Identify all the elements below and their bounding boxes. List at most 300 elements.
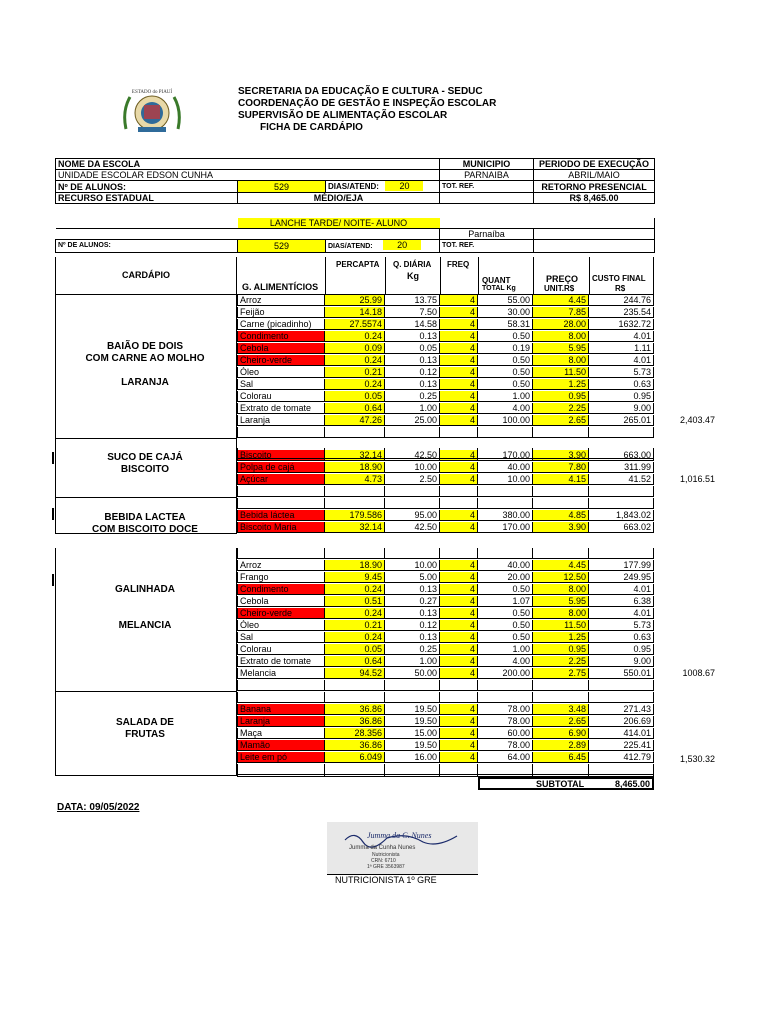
cell-preco: 5.95: [533, 343, 589, 354]
ingredient-row: [237, 307, 654, 319]
blank-cell: [533, 427, 589, 438]
header-line-supervisao: SUPERVISÃO DE ALIMENTAÇÃO ESCOLAR: [238, 110, 448, 121]
dias-value: 20: [385, 181, 423, 191]
cell-percapta: 0.64: [325, 403, 385, 414]
cell-preco: 2.65: [533, 415, 589, 426]
cell-name: Melancia: [237, 668, 325, 679]
blank-cell: [440, 498, 478, 509]
cell-custo: 265.01: [589, 415, 654, 426]
ingredient-row: [237, 620, 654, 632]
blank-cell: [325, 692, 385, 703]
cell-quant: 100.00: [478, 415, 533, 426]
cell-freq: 4: [440, 572, 478, 583]
blank-cell: [385, 427, 440, 438]
cell-percapta: 0.09: [325, 343, 385, 354]
cell-name: Banana: [237, 704, 325, 715]
section-total: 1,530.32: [679, 754, 715, 764]
cell-preco: 3.90: [533, 522, 589, 533]
cell-freq: 4: [440, 474, 478, 485]
col-unit: UNIT.R$: [544, 284, 575, 293]
cell-freq: 4: [440, 319, 478, 330]
cell-freq: 4: [440, 752, 478, 763]
cell-percapta: 36.86: [325, 704, 385, 715]
dias-value-2: 20: [383, 240, 421, 250]
cell-quant: 30.00: [478, 307, 533, 318]
blank-cell: [440, 548, 478, 559]
cell-quant: 64.00: [478, 752, 533, 763]
cell-freq: 4: [440, 415, 478, 426]
ingredient-row: [237, 319, 654, 331]
cell-preco: 0.95: [533, 391, 589, 402]
cell-name: Cheiro-verde: [237, 355, 325, 366]
cell-diaria: 10.00: [385, 560, 440, 571]
section-marker: [52, 452, 54, 464]
signature-stamp: [327, 822, 478, 874]
section-title-line: BEBIDA LACTEA: [104, 512, 186, 523]
cell-name: Biscoito Maria: [237, 522, 325, 533]
subtotal-label: SUBTOTAL: [536, 779, 585, 789]
cell-freq: 4: [440, 608, 478, 619]
retorno-value: RETORNO PRESENCIAL: [534, 181, 655, 193]
cell-quant: 40.00: [478, 462, 533, 473]
cell-percapta: 32.14: [325, 450, 385, 461]
blank-cell: [385, 498, 440, 509]
cell-percapta: 0.24: [325, 608, 385, 619]
blank-cell: [325, 427, 385, 438]
cell-name: Cebola: [237, 596, 325, 607]
cell-freq: 4: [440, 584, 478, 595]
cell-diaria: 0.13: [385, 584, 440, 595]
blank-cell: [237, 692, 325, 703]
cell-name: Arroz: [237, 560, 325, 571]
blank-cell: [478, 766, 533, 777]
blank-cell: [440, 427, 478, 438]
cell-custo: 414.01: [589, 728, 654, 739]
blank-cell: [589, 427, 654, 438]
cell-preco: 5.95: [533, 596, 589, 607]
cell-quant: 380.00: [478, 510, 533, 521]
cell-name: Carne (picadinho): [237, 319, 325, 330]
cell-percapta: 0.05: [325, 644, 385, 655]
ingredient-row: [237, 403, 654, 415]
blank-row: [237, 680, 654, 692]
cell-preco: 11.50: [533, 620, 589, 631]
blank-cell: [237, 680, 325, 691]
cell-freq: 4: [440, 632, 478, 643]
blank-cell: [440, 766, 478, 777]
cell-preco: 11.50: [533, 367, 589, 378]
dias-label-2: DIAS/ATEND:: [328, 243, 373, 250]
cell-freq: 4: [440, 668, 478, 679]
cell-custo: 412.79: [589, 752, 654, 763]
ingredient-row: [237, 644, 654, 656]
col-percapta: PERCAPTA: [336, 260, 380, 269]
cell-preco: 6.45: [533, 752, 589, 763]
blank-cell: [589, 766, 654, 777]
blank-cell: [478, 498, 533, 509]
ingredient-row: [237, 331, 654, 343]
cell-percapta: 0.21: [325, 367, 385, 378]
blank-cell: [533, 486, 589, 497]
blank-cell: [533, 448, 589, 459]
signature-image: [327, 822, 478, 874]
cell-diaria: 0.13: [385, 608, 440, 619]
cell-diaria: 0.13: [385, 379, 440, 390]
cell-percapta: 94.52: [325, 668, 385, 679]
section-total: 1008.67: [682, 668, 715, 678]
cell-freq: 4: [440, 728, 478, 739]
cell-custo: 0.95: [589, 644, 654, 655]
n-alunos-value-2: 529: [238, 240, 326, 253]
ingredient-row: [237, 656, 654, 668]
cell-freq: 4: [440, 704, 478, 715]
cell-diaria: 0.13: [385, 355, 440, 366]
section-title-line: BISCOITO: [120, 464, 170, 475]
ingredient-row: [237, 367, 654, 379]
cell-custo: 5.73: [589, 367, 654, 378]
n-alunos-label-2: Nº DE ALUNOS:: [56, 240, 238, 253]
cell-freq: 4: [440, 403, 478, 414]
cell-diaria: 15.00: [385, 728, 440, 739]
ingredient-row: [237, 379, 654, 391]
periodo-label: PERIODO DE EXECUÇÃO: [534, 159, 655, 170]
cell-percapta: 9.45: [325, 572, 385, 583]
cell-custo: 206.69: [589, 716, 654, 727]
cell-freq: 4: [440, 379, 478, 390]
cell-preco: 2.25: [533, 403, 589, 414]
cell-diaria: 1.00: [385, 403, 440, 414]
blank-cell: [440, 486, 478, 497]
municipio-value: PARNAIBA: [440, 170, 534, 181]
separator-row: [237, 548, 654, 560]
cell-name: Extrato de tomate: [237, 656, 325, 667]
cell-percapta: 0.24: [325, 355, 385, 366]
cell-freq: 4: [440, 355, 478, 366]
cell-quant: 0.50: [478, 608, 533, 619]
cell-freq: 4: [440, 450, 478, 461]
cell-name: Polpa de cajá: [237, 462, 325, 473]
cell-name: Cebola: [237, 343, 325, 354]
cell-custo: 311.99: [589, 462, 654, 473]
cell-freq: 4: [440, 522, 478, 533]
section-title-line: MELANCIA: [118, 620, 172, 631]
blank-cell: [325, 448, 385, 459]
cell-quant: 0.50: [478, 355, 533, 366]
blank-cell: [533, 680, 589, 691]
cell-freq: 4: [440, 644, 478, 655]
blank-cell: [325, 486, 385, 497]
separator-row: [237, 498, 654, 510]
cell-quant: 0.50: [478, 367, 533, 378]
blank-cell: [325, 766, 385, 777]
cell-custo: 663.02: [589, 522, 654, 533]
cell-quant: 78.00: [478, 740, 533, 751]
cell-preco: 6.90: [533, 728, 589, 739]
ingredient-row: [237, 608, 654, 620]
cell-quant: 10.00: [478, 474, 533, 485]
col-custo: CUSTO FINAL: [592, 274, 646, 283]
cell-preco: 4.85: [533, 510, 589, 521]
blank-cell: [237, 427, 325, 438]
blank-cell: [440, 448, 478, 459]
blank-cell: [237, 548, 325, 559]
cell-percapta: 0.05: [325, 391, 385, 402]
cell-percapta: 18.90: [325, 560, 385, 571]
cell-custo: 271.43: [589, 704, 654, 715]
cell-quant: 170.00: [478, 522, 533, 533]
cell-diaria: 19.50: [385, 740, 440, 751]
cell-percapta: 179.586: [325, 510, 385, 521]
cell-freq: 4: [440, 656, 478, 667]
ingredient-row: [237, 632, 654, 644]
blank-cell: [478, 680, 533, 691]
cell-name: Laranja: [237, 716, 325, 727]
tot-ref-label: TOT. REF.: [440, 181, 534, 193]
col-rs: R$: [615, 284, 626, 293]
spacer-cell: [440, 218, 534, 229]
cell-quant: 78.00: [478, 704, 533, 715]
cell-custo: 550.01: [589, 668, 654, 679]
spacer-cell: [534, 229, 655, 240]
cell-percapta: 36.86: [325, 740, 385, 751]
section-title-line: LARANJA: [121, 377, 169, 388]
blank-cell: [440, 680, 478, 691]
cell-percapta: 18.90: [325, 462, 385, 473]
modalidade-value: MÉDIO/EJA: [238, 193, 440, 204]
cell-custo: 249.95: [589, 572, 654, 583]
blank-cell: [589, 548, 654, 559]
info-table: [55, 158, 655, 204]
cell-quant: 20.00: [478, 572, 533, 583]
periodo-value: ABRIL/MAIO: [534, 170, 655, 181]
blank-cell: [325, 680, 385, 691]
blank-row: [237, 486, 654, 498]
ingredient-row: [237, 355, 654, 367]
cell-freq: 4: [440, 716, 478, 727]
section-marker: [52, 574, 54, 586]
cell-name: Açúcar: [237, 474, 325, 485]
cell-name: Leite em pó: [237, 752, 325, 763]
cell-freq: 4: [440, 560, 478, 571]
cell-custo: 4.01: [589, 355, 654, 366]
blank-cell: [478, 427, 533, 438]
col-quant: QUANT: [482, 276, 511, 285]
ingredient-row: [237, 728, 654, 740]
svg-text:1ª GRE 3563987: 1ª GRE 3563987: [367, 864, 405, 870]
cell-diaria: 0.13: [385, 632, 440, 643]
cell-preco: 8.00: [533, 608, 589, 619]
cell-diaria: 0.05: [385, 343, 440, 354]
cell-name: Feijão: [237, 307, 325, 318]
cell-custo: 663.00: [589, 450, 654, 461]
cell-preco: 1.25: [533, 379, 589, 390]
cell-percapta: 47.26: [325, 415, 385, 426]
cell-percapta: 0.24: [325, 379, 385, 390]
cell-custo: 4.01: [589, 608, 654, 619]
blank-cell: [589, 448, 654, 459]
col-cardapio: CARDÁPIO: [121, 270, 170, 280]
section-title-line: COM BISCOITO DOCE: [92, 524, 198, 535]
cell-diaria: 25.00: [385, 415, 440, 426]
cell-custo: 41.52: [589, 474, 654, 485]
cell-percapta: 27.5574: [325, 319, 385, 330]
lanche-block: [55, 218, 655, 253]
cell-name: Extrato de tomate: [237, 403, 325, 414]
cell-preco: 4.45: [533, 560, 589, 571]
municipio-label: MUNICIPIO: [440, 159, 534, 170]
cell-preco: 12.50: [533, 572, 589, 583]
svg-text:Nutricionista: Nutricionista: [372, 852, 400, 858]
cell-freq: 4: [440, 295, 478, 306]
cell-quant: 1.07: [478, 596, 533, 607]
section-total: 2,403.47: [679, 415, 715, 425]
blank-cell: [440, 692, 478, 703]
cell-custo: 0.63: [589, 379, 654, 390]
cell-quant: 1.00: [478, 644, 533, 655]
cell-diaria: 13.75: [385, 295, 440, 306]
section-title-line: SUCO DE CAJÁ: [107, 452, 183, 463]
cell-name: Maça: [237, 728, 325, 739]
cell-custo: 5.73: [589, 620, 654, 631]
lanche-title: LANCHE TARDE/ NOITE- ALUNO: [238, 218, 440, 229]
header-line-ficha: FICHA DE CARDÁPIO: [260, 122, 363, 133]
section-title-line: FRUTAS: [125, 729, 165, 740]
cell-freq: 4: [440, 331, 478, 342]
svg-text:Jumma da Cunha Nunes: Jumma da Cunha Nunes: [349, 845, 416, 851]
cell-diaria: 1.00: [385, 656, 440, 667]
blank-cell: [385, 486, 440, 497]
cell-custo: 1.11: [589, 343, 654, 354]
col-kg: Kg: [407, 271, 419, 281]
svg-text:CRN: 6710: CRN: 6710: [371, 858, 396, 864]
cell-percapta: 0.24: [325, 331, 385, 342]
cell-quant: 0.50: [478, 620, 533, 631]
cell-diaria: 0.25: [385, 644, 440, 655]
section-title-line: SALADA DE: [116, 717, 174, 728]
ingredient-row: [237, 474, 654, 486]
cell-freq: 4: [440, 343, 478, 354]
cell-custo: 235.54: [589, 307, 654, 318]
n-alunos-value: 529: [238, 181, 326, 193]
cell-preco: 3.90: [533, 450, 589, 461]
cell-preco: 2.75: [533, 668, 589, 679]
cell-diaria: 19.50: [385, 704, 440, 715]
cell-freq: 4: [440, 596, 478, 607]
cell-custo: 4.01: [589, 331, 654, 342]
spacer-cell: [56, 229, 238, 240]
ingredient-row: [237, 716, 654, 728]
ingredient-row: [237, 391, 654, 403]
cell-quant: 0.50: [478, 632, 533, 643]
cell-quant: 0.19: [478, 343, 533, 354]
cell-percapta: 4.73: [325, 474, 385, 485]
cell-custo: 4.01: [589, 584, 654, 595]
cell-name: Laranja: [237, 415, 325, 426]
cell-percapta: 32.14: [325, 522, 385, 533]
cell-preco: 2.89: [533, 740, 589, 751]
cell-quant: 0.50: [478, 331, 533, 342]
cell-percapta: 0.51: [325, 596, 385, 607]
piaui-coat-of-arms-logo: [118, 85, 186, 137]
cell-quant: 4.00: [478, 656, 533, 667]
cell-custo: 1,843.02: [589, 510, 654, 521]
subtotal-value: 8,465.00: [614, 779, 650, 789]
cell-preco: 28.00: [533, 319, 589, 330]
cell-percapta: 25.99: [325, 295, 385, 306]
cell-preco: 4.15: [533, 474, 589, 485]
cell-freq: 4: [440, 510, 478, 521]
blank-cell: [325, 498, 385, 509]
cell-custo: 244.76: [589, 295, 654, 306]
cell-percapta: 0.24: [325, 632, 385, 643]
cell-preco: 2.25: [533, 656, 589, 667]
cell-name: Condimento: [237, 331, 325, 342]
tot-ref-label-2: TOT. REF.: [440, 240, 534, 253]
cell-percapta: 6.049: [325, 752, 385, 763]
cell-percapta: 0.24: [325, 584, 385, 595]
recurso-label: RECURSO ESTADUAL: [56, 193, 238, 204]
cell-name: Óleo: [237, 620, 325, 631]
cell-quant: 200.00: [478, 668, 533, 679]
document-date: DATA: 09/05/2022: [57, 802, 140, 813]
spacer-cell: [534, 218, 655, 229]
ingredient-row: [237, 752, 654, 764]
cell-name: Óleo: [237, 367, 325, 378]
cell-preco: 8.00: [533, 584, 589, 595]
cell-preco: 7.85: [533, 307, 589, 318]
cell-diaria: 16.00: [385, 752, 440, 763]
cell-preco: 8.00: [533, 331, 589, 342]
cell-preco: 2.65: [533, 716, 589, 727]
cell-diaria: 42.50: [385, 522, 440, 533]
header-line-coordenacao: COORDENAÇÃO DE GESTÃO E INSPEÇÃO ESCOLAR: [238, 98, 497, 109]
col-g-alimenticios: G. ALIMENTÍCIOS: [242, 282, 319, 292]
blank-cell: [385, 448, 440, 459]
cell-preco: 4.45: [533, 295, 589, 306]
nome-escola-label: NOME DA ESCOLA: [56, 159, 440, 170]
ingredient-row: [237, 295, 654, 307]
separator-row: [237, 692, 654, 704]
n-alunos-label: Nº DE ALUNOS:: [56, 181, 238, 193]
cell-quant: 1.00: [478, 391, 533, 402]
cell-diaria: 0.13: [385, 331, 440, 342]
cell-percapta: 36.86: [325, 716, 385, 727]
blank-cell: [325, 548, 385, 559]
cell-diaria: 50.00: [385, 668, 440, 679]
ingredient-row: [237, 584, 654, 596]
col-q-diaria: Q. DIÁRIA: [393, 260, 432, 269]
svg-text:Jumma da C. Nunes: Jumma da C. Nunes: [367, 831, 432, 840]
cell-preco: 7.80: [533, 462, 589, 473]
cell-custo: 177.99: [589, 560, 654, 571]
blank-cell: [385, 680, 440, 691]
cell-name: Condimento: [237, 584, 325, 595]
ingredient-row: [237, 668, 654, 680]
cidade-value: Parnaíba: [440, 229, 534, 240]
cell-custo: 9.00: [589, 656, 654, 667]
cell-diaria: 0.12: [385, 367, 440, 378]
cell-name: Colorau: [237, 391, 325, 402]
cell-name: Biscoito: [237, 450, 325, 461]
blank-cell: [533, 692, 589, 703]
cell-quant: 0.50: [478, 584, 533, 595]
blank-cell: [385, 692, 440, 703]
cell-quant: 55.00: [478, 295, 533, 306]
cell-freq: 4: [440, 740, 478, 751]
blank-cell: [533, 766, 589, 777]
dias-cell: [326, 181, 440, 193]
section-total: 1,016.51: [679, 474, 715, 484]
